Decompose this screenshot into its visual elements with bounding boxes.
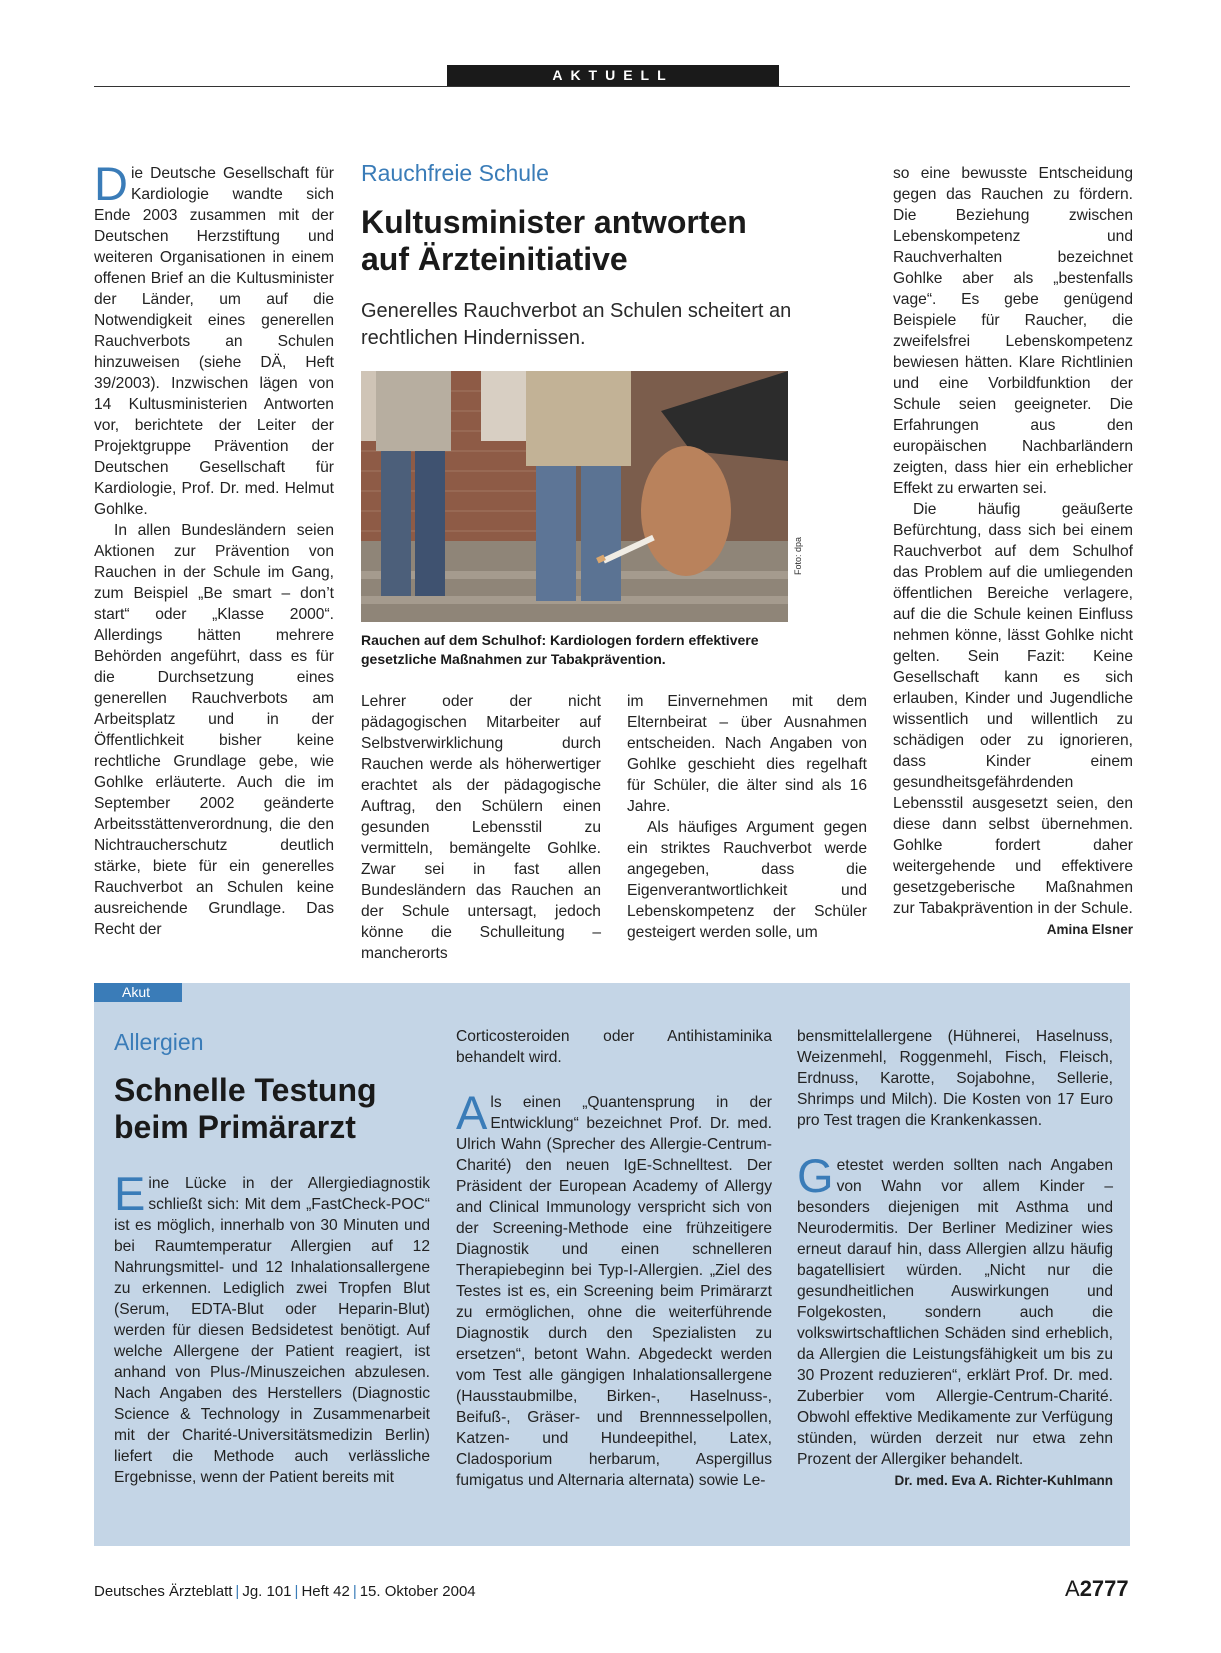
header-rule: [94, 86, 1130, 87]
article2-kicker: Allergien: [114, 1029, 204, 1055]
article2-col2-text: ls einen „Quantensprung in der Entwicklung“ bezeichnet Prof. Dr. med. Ulrich Wahn (Sprecher des Allergie-Centrum-Charité) den neuen IgE-Schnelltest. Der Präsident der European Academy of Allergy and Clinical Immunology verspricht sich von der Screening-Methode eine frühzeitigere Diagnostik und einen schnelleren Therapiebeginn bei Typ-I-Allergien. „Ziel des Testes ist es, ein Screening beim Primärarzt zu ermöglichen, ohne die weiterführende Diagnostik durch den Spezialisten zu ersetzen“, betont Wahn. Abgedeckt werden vom Test alle gängigen Inhalationsallergene (Hausstaubmilbe, Birken-, Haselnuss-, Beifuß-, Gräser- und Brennnesselpollen, Katzen- und Hundeepithel, Latex, Cladosporium herbarum, Aspergillus fumigatus und Alternaria alternata) sowie Le-: [456, 1094, 772, 1489]
article1-column-2: Lehrer oder der nicht pädagogischen Mitarbeiter auf Selbstverwirklichung durch Rauchen werde als höherwertiger erachtet als der pädagogische Auftrag, den Schülern einen gesunden Lebensstil zu vermitteln, bemängelte Gohlke. Zwar sei in fast allen Bundesländern das Rauchen an der Schule untersagt, jedoch könne die Schulleitung – mancherorts: [361, 693, 601, 962]
article1-column-3: [627, 691, 867, 943]
footer-citation: [94, 1583, 476, 1600]
article2-col2-para0: Corticosteroiden oder Antihistaminika behandelt wird.: [456, 1028, 772, 1066]
article1-col4-text2: Die häufig geäußerte Befürchtung, dass sich bei einem Rauchverbot auf dem Schulhof das Problem auf die umliegenden öffentlichen Bereiche verlagere, auf die die Schule keinen Einfluss nehmen könne, lässt Gohlke nicht gelten. Sein Fazit: Keine Gesellschaft kann es sich erlauben, Kinder und Jugendliche wissentlich und willentlich zu schädigen oder zu ignorieren, dass Kinder einem gesundheitsgefährdenden Lebensstil ausgesetzt seien, den diese dann selbst übernehmen. Gohlke fordert daher weitergehende und effektivere gesetzgeberische Maßnahmen zur Tabakprävention in der Schule.: [893, 501, 1133, 917]
photo-credit: Foto: dpa: [793, 536, 803, 575]
article1-col4-para2: [893, 499, 1133, 937]
article1-lead: Generelles Rauchverbot an Schulen scheitert an rechtlichen Hindernissen.: [361, 300, 792, 349]
article1-column-4: [893, 163, 1133, 940]
footer-separator: |: [294, 1583, 299, 1600]
article-photo: [361, 371, 788, 622]
article2-col3-text: etestet werden sollten nach Angaben von Wahn vor allem Kinder – besonders diejenigen mit Asthma und Neurodermitis. Der Berliner Mediziner wies erneut darauf hin, dass Allergien allzu häufig bagatellisiert würden. „Nicht nur die gesundheitlichen Auswirkungen und Folgekosten, sondern auch die volkswirtschaftlichen Schäden sind erheblich, da Allergien die Leistungsfähigkeit um bis zu 30 Prozent reduzieren“, erklärt Prof. Dr. med. Zuberbier vom Allergie-Centrum-Charité. Obwohl effektive Medikamente zur Verfügung stünden, würden derzeit nur etwa zehn Prozent der Allergiker behandelt.: [797, 1157, 1113, 1468]
journal-volume: Jg. 101: [242, 1583, 292, 1600]
article2-column-2: [456, 1026, 772, 1491]
journal-date: 15. Oktober 2004: [359, 1583, 476, 1600]
article2-column-1: [114, 1167, 430, 1488]
article1-col1-para2: In allen Bundesländern seien Aktionen zur Prävention von Rauchen in der Schule im Gang, zum Beispiel „Be smart – don’t start“ oder „Klasse 2000“. Allerdings hätten mehrere Behörden angeführt, dass es für die Durchsetzung eines generellen Rauchverbots am Arbeitsplatz und in der Öffentlichkeit bisher keine rechtliche Grundlage gebe, wie Gohlke erläuterte. Auch die im September 2002 geänderte Arbeitsstättenverordnung, die den Nichtraucherschutz deutlich stärke, biete für ein generelles Rauchverbot an Schulen keine ausreichende Grundlage. Das Recht der: [94, 522, 334, 938]
article2-col3-para0: bensmittelallergene (Hühnerei, Haselnuss, Weizenmehl, Roggenmehl, Fisch, Fleisch, Erdnuss, Karotte, Sojabohne, Sellerie, Shrimps und Milch). Die Kosten von 17 Euro pro Test tragen die Krankenkassen.: [797, 1028, 1113, 1129]
drop-cap: D: [94, 157, 128, 210]
article1-kicker: Rauchfreie Schule: [361, 160, 549, 186]
article1-col3-para1: im Einvernehmen mit dem Elternbeirat – über Ausnahmen entscheiden. Nach Angaben von Gohlke geschieht dies regelhaft für Schüler, die älter sind als 16 Jahre.: [627, 693, 867, 815]
page-number-value: 2777: [1079, 1576, 1129, 1601]
article1-col1-text1: ie Deutsche Gesellschaft für Kardiologie wandte sich Ende 2003 zusammen mit der Deutschen Herzstiftung und weiteren Organisationen in einem offenen Brief an die Kultusminister der Länder, um auf die Notwendigkeit eines generellen Rauchverbots an Schulen hinzuweisen (siehe DÄ, Heft 39/2003). Inzwischen lägen von 14 Kultusministerien Antworten vor, berichtete der Leiter der Projektgruppe Prävention der Deutschen Gesellschaft für Kardiologie, Prof. Dr. med. Helmut Gohlke.: [94, 165, 334, 518]
article2-headline-line2: beim Primärarzt: [114, 1109, 356, 1145]
page-prefix: A: [1065, 1576, 1080, 1601]
section-label: AKTUELL: [447, 65, 779, 86]
article1-col3-para2: Als häufiges Argument gegen ein striktes Rauchverbot werde angegeben, dass die Eigenverantwortlichkeit und Lebenskompetenz der Schüler gesteigert werden solle, um: [627, 819, 867, 941]
article1-col1-para1: [94, 157, 334, 520]
footer-separator: |: [235, 1583, 240, 1600]
article1-headline-line2: auf Ärzteinitiative: [361, 241, 628, 277]
journal-issue: Heft 42: [301, 1583, 350, 1600]
page-number: [1065, 1576, 1129, 1602]
article2-column-3: [797, 1026, 1113, 1491]
drop-cap: E: [114, 1167, 146, 1220]
article1-headline-line1: Kultusminister antworten: [361, 204, 747, 240]
smoking-schoolyard-image: [361, 371, 788, 622]
article1-column-1: [94, 157, 334, 940]
article2-headline: [114, 1072, 434, 1146]
akut-tab: Akut: [94, 983, 182, 1002]
photo-caption: Rauchen auf dem Schulhof: Kardiologen fordern effektivere gesetzliche Maßnahmen zur Tabakprävention.: [361, 632, 759, 667]
drop-cap: A: [456, 1086, 488, 1139]
article2-col3-para1: [797, 1149, 1113, 1488]
footer-separator: |: [352, 1583, 357, 1600]
article1-author: Amina Elsner: [1046, 922, 1133, 937]
article2-col2-para1: [456, 1086, 772, 1491]
article2-author: Dr. med. Eva A. Richter-Kuhlmann: [894, 1473, 1113, 1488]
article2-col1-text: ine Lücke in der Allergiediagnostik schließt sich: Mit dem „FastCheck-POC“ ist es möglich, innerhalb von 30 Minuten und bei Raumtemperatur Allergien auf 12 Nahrungsmittel- und 12 Inhalationsallergene zu erkennen. Lediglich zwei Tropfen Blut (Serum, EDTA-Blut oder Heparin-Blut) werden für diesen Bedsidetest benötigt. Auf welche Allergene der Patient reagiert, ist anhand von Plus-/Minuszeichen abzulesen. Nach Angaben des Herstellers (Diagnostic Science & Technology in Zusammenarbeit mit der Charité-Universitätsmedizin Berlin) liefert die Methode auch verlässliche Ergebnisse, wenn der Patient bereits mit: [114, 1175, 430, 1486]
journal-name: Deutsches Ärzteblatt: [94, 1583, 233, 1600]
article2-headline-line1: Schnelle Testung: [114, 1072, 377, 1108]
article2-col1-para1: [114, 1167, 430, 1488]
drop-cap: G: [797, 1149, 834, 1202]
article1-headline: [361, 204, 791, 278]
article1-col4-para1: so eine bewusste Entscheidung gegen das Rauchen zu fördern. Die Beziehung zwischen Lebenskompetenz und Rauchverhalten bezeichnet Gohlke aber als „bestenfalls vage“. Es gebe genügend Beispiele für Raucher, die zweifelsfrei Lebenskompetenz bewiesen hätten. Klare Richtlinien und eine Vorbildfunktion der Schule seien geeigneter. Die Erfahrungen aus den europäischen Nachbarländern zeigten, dass hier ein erheblicher Effekt zu erwarten sei.: [893, 165, 1133, 497]
